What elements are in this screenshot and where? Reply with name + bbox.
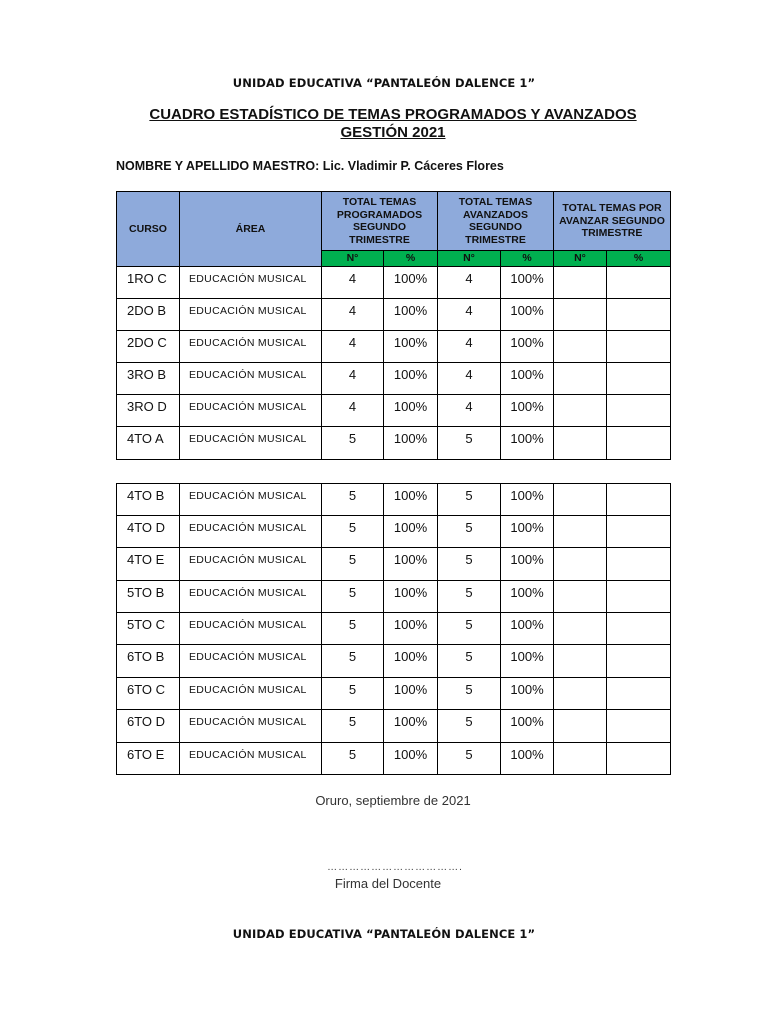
table-row (117, 516, 671, 548)
avanzados-num-cell: 4 (438, 363, 501, 395)
header-area: ÁREA (180, 192, 322, 267)
table-row (117, 331, 671, 363)
subheader-num: N° (438, 251, 501, 267)
table-row (117, 427, 671, 460)
avanzados-pct-cell: 100% (501, 363, 554, 395)
subheader-num: N° (554, 251, 607, 267)
course-cell: 2DO C (117, 331, 180, 363)
programados-num-cell: 5 (322, 743, 384, 775)
avanzados-num-cell: 5 (438, 581, 501, 613)
por-avanzar-pct-cell (607, 395, 671, 427)
header-por-avanzar: TOTAL TEMAS POR AVANZAR SEGUNDO TRIMESTRE (554, 192, 671, 251)
avanzados-pct-cell: 100% (501, 581, 554, 613)
area-cell: EDUCACIÓN MUSICAL (180, 613, 322, 645)
course-cell: 5TO C (117, 613, 180, 645)
programados-num-cell: 5 (322, 484, 384, 516)
table-row (117, 267, 671, 299)
por-avanzar-pct-cell (607, 581, 671, 613)
programados-pct-cell: 100% (384, 363, 438, 395)
avanzados-num-cell: 5 (438, 516, 501, 548)
programados-num-cell: 4 (322, 299, 384, 331)
course-cell: 6TO C (117, 678, 180, 710)
programados-pct-cell: 100% (384, 710, 438, 743)
course-cell: 4TO E (117, 548, 180, 581)
area-cell: EDUCACIÓN MUSICAL (180, 395, 322, 427)
area-cell: EDUCACIÓN MUSICAL (180, 678, 322, 710)
por-avanzar-num-cell (554, 645, 607, 678)
avanzados-pct-cell: 100% (501, 743, 554, 775)
por-avanzar-pct-cell (607, 331, 671, 363)
programados-pct-cell: 100% (384, 299, 438, 331)
avanzados-pct-cell: 100% (501, 678, 554, 710)
por-avanzar-num-cell (554, 613, 607, 645)
subheader-pct: % (501, 251, 554, 267)
avanzados-pct-cell: 100% (501, 613, 554, 645)
course-cell: 3RO D (117, 395, 180, 427)
signature-line: ………………………………. (327, 862, 463, 873)
por-avanzar-num-cell (554, 548, 607, 581)
por-avanzar-num-cell (554, 299, 607, 331)
avanzados-pct-cell: 100% (501, 516, 554, 548)
place-date: Oruro, septiembre de 2021 (315, 793, 471, 808)
stats-table-part-1 (116, 191, 671, 460)
avanzados-num-cell: 4 (438, 299, 501, 331)
area-cell: EDUCACIÓN MUSICAL (180, 299, 322, 331)
avanzados-pct-cell: 100% (501, 710, 554, 743)
header-avanzados: TOTAL TEMAS AVANZADOS SEGUNDO TRIMESTRE (438, 192, 554, 251)
subheader-num: N° (322, 251, 384, 267)
table-row (117, 395, 671, 427)
por-avanzar-num-cell (554, 427, 607, 460)
table-row (117, 363, 671, 395)
area-cell: EDUCACIÓN MUSICAL (180, 267, 322, 299)
programados-pct-cell: 100% (384, 613, 438, 645)
programados-pct-cell: 100% (384, 267, 438, 299)
teacher-name: NOMBRE Y APELLIDO MAESTRO: Lic. Vladimir P. Cáceres Flores (116, 159, 504, 173)
programados-pct-cell: 100% (384, 548, 438, 581)
programados-pct-cell: 100% (384, 484, 438, 516)
por-avanzar-num-cell (554, 581, 607, 613)
area-cell: EDUCACIÓN MUSICAL (180, 743, 322, 775)
programados-pct-cell: 100% (384, 581, 438, 613)
avanzados-num-cell: 5 (438, 613, 501, 645)
programados-pct-cell: 100% (384, 427, 438, 460)
avanzados-pct-cell: 100% (501, 484, 554, 516)
programados-pct-cell: 100% (384, 331, 438, 363)
programados-num-cell: 5 (322, 548, 384, 581)
area-cell: EDUCACIÓN MUSICAL (180, 331, 322, 363)
course-cell: 4TO A (117, 427, 180, 460)
por-avanzar-pct-cell (607, 299, 671, 331)
table-row (117, 743, 671, 775)
por-avanzar-pct-cell (607, 267, 671, 299)
programados-num-cell: 5 (322, 427, 384, 460)
avanzados-num-cell: 5 (438, 678, 501, 710)
avanzados-pct-cell: 100% (501, 299, 554, 331)
programados-num-cell: 5 (322, 516, 384, 548)
programados-num-cell: 5 (322, 710, 384, 743)
programados-pct-cell: 100% (384, 516, 438, 548)
programados-num-cell: 4 (322, 395, 384, 427)
programados-num-cell: 4 (322, 363, 384, 395)
por-avanzar-num-cell (554, 710, 607, 743)
avanzados-num-cell: 5 (438, 427, 501, 460)
table-row (117, 299, 671, 331)
programados-pct-cell: 100% (384, 645, 438, 678)
subheader-pct: % (607, 251, 671, 267)
avanzados-num-cell: 4 (438, 267, 501, 299)
course-cell: 6TO D (117, 710, 180, 743)
table-row (117, 548, 671, 581)
course-cell: 4TO D (117, 516, 180, 548)
table-row (117, 581, 671, 613)
avanzados-num-cell: 5 (438, 645, 501, 678)
por-avanzar-pct-cell (607, 484, 671, 516)
por-avanzar-pct-cell (607, 516, 671, 548)
area-cell: EDUCACIÓN MUSICAL (180, 427, 322, 460)
avanzados-pct-cell: 100% (501, 548, 554, 581)
por-avanzar-pct-cell (607, 710, 671, 743)
programados-num-cell: 4 (322, 267, 384, 299)
programados-num-cell: 4 (322, 331, 384, 363)
programados-num-cell: 5 (322, 678, 384, 710)
avanzados-num-cell: 5 (438, 484, 501, 516)
area-cell: EDUCACIÓN MUSICAL (180, 548, 322, 581)
programados-pct-cell: 100% (384, 743, 438, 775)
por-avanzar-pct-cell (607, 548, 671, 581)
avanzados-pct-cell: 100% (501, 331, 554, 363)
por-avanzar-pct-cell (607, 363, 671, 395)
area-cell: EDUCACIÓN MUSICAL (180, 484, 322, 516)
area-cell: EDUCACIÓN MUSICAL (180, 710, 322, 743)
programados-pct-cell: 100% (384, 678, 438, 710)
header-programados: TOTAL TEMAS PROGRAMADOS SEGUNDO TRIMESTRE (322, 192, 438, 251)
area-cell: EDUCACIÓN MUSICAL (180, 581, 322, 613)
por-avanzar-pct-cell (607, 743, 671, 775)
school-name-header: UNIDAD EDUCATIVA “PANTALEÓN DALENCE 1” (232, 76, 536, 90)
school-name-footer: UNIDAD EDUCATIVA “PANTALEÓN DALENCE 1” (232, 927, 536, 941)
por-avanzar-num-cell (554, 267, 607, 299)
programados-num-cell: 5 (322, 613, 384, 645)
course-cell: 5TO B (117, 581, 180, 613)
avanzados-num-cell: 4 (438, 395, 501, 427)
programados-num-cell: 5 (322, 645, 384, 678)
avanzados-num-cell: 5 (438, 548, 501, 581)
avanzados-pct-cell: 100% (501, 395, 554, 427)
table-row (117, 484, 671, 516)
course-cell: 1RO C (117, 267, 180, 299)
document-subtitle: GESTIÓN 2021 (340, 124, 446, 141)
avanzados-pct-cell: 100% (501, 427, 554, 460)
por-avanzar-num-cell (554, 395, 607, 427)
por-avanzar-pct-cell (607, 613, 671, 645)
stats-table-part-2 (116, 483, 671, 775)
table-row (117, 613, 671, 645)
subheader-pct: % (384, 251, 438, 267)
avanzados-pct-cell: 100% (501, 645, 554, 678)
table-row (117, 678, 671, 710)
area-cell: EDUCACIÓN MUSICAL (180, 516, 322, 548)
area-cell: EDUCACIÓN MUSICAL (180, 363, 322, 395)
avanzados-pct-cell: 100% (501, 267, 554, 299)
por-avanzar-num-cell (554, 331, 607, 363)
por-avanzar-num-cell (554, 678, 607, 710)
table-row (117, 645, 671, 678)
avanzados-num-cell: 4 (438, 331, 501, 363)
course-cell: 6TO E (117, 743, 180, 775)
programados-num-cell: 5 (322, 581, 384, 613)
por-avanzar-num-cell (554, 516, 607, 548)
por-avanzar-pct-cell (607, 678, 671, 710)
area-cell: EDUCACIÓN MUSICAL (180, 645, 322, 678)
course-cell: 6TO B (117, 645, 180, 678)
programados-pct-cell: 100% (384, 395, 438, 427)
document-title: CUADRO ESTADÍSTICO DE TEMAS PROGRAMADOS Y AVANZADOS (149, 106, 637, 123)
por-avanzar-num-cell (554, 743, 607, 775)
table-row (117, 710, 671, 743)
course-cell: 3RO B (117, 363, 180, 395)
avanzados-num-cell: 5 (438, 710, 501, 743)
course-cell: 4TO B (117, 484, 180, 516)
course-cell: 2DO B (117, 299, 180, 331)
por-avanzar-num-cell (554, 363, 607, 395)
por-avanzar-pct-cell (607, 645, 671, 678)
avanzados-num-cell: 5 (438, 743, 501, 775)
por-avanzar-pct-cell (607, 427, 671, 460)
por-avanzar-num-cell (554, 484, 607, 516)
signature-label: Firma del Docente (334, 876, 442, 891)
header-curso: CURSO (117, 192, 180, 267)
